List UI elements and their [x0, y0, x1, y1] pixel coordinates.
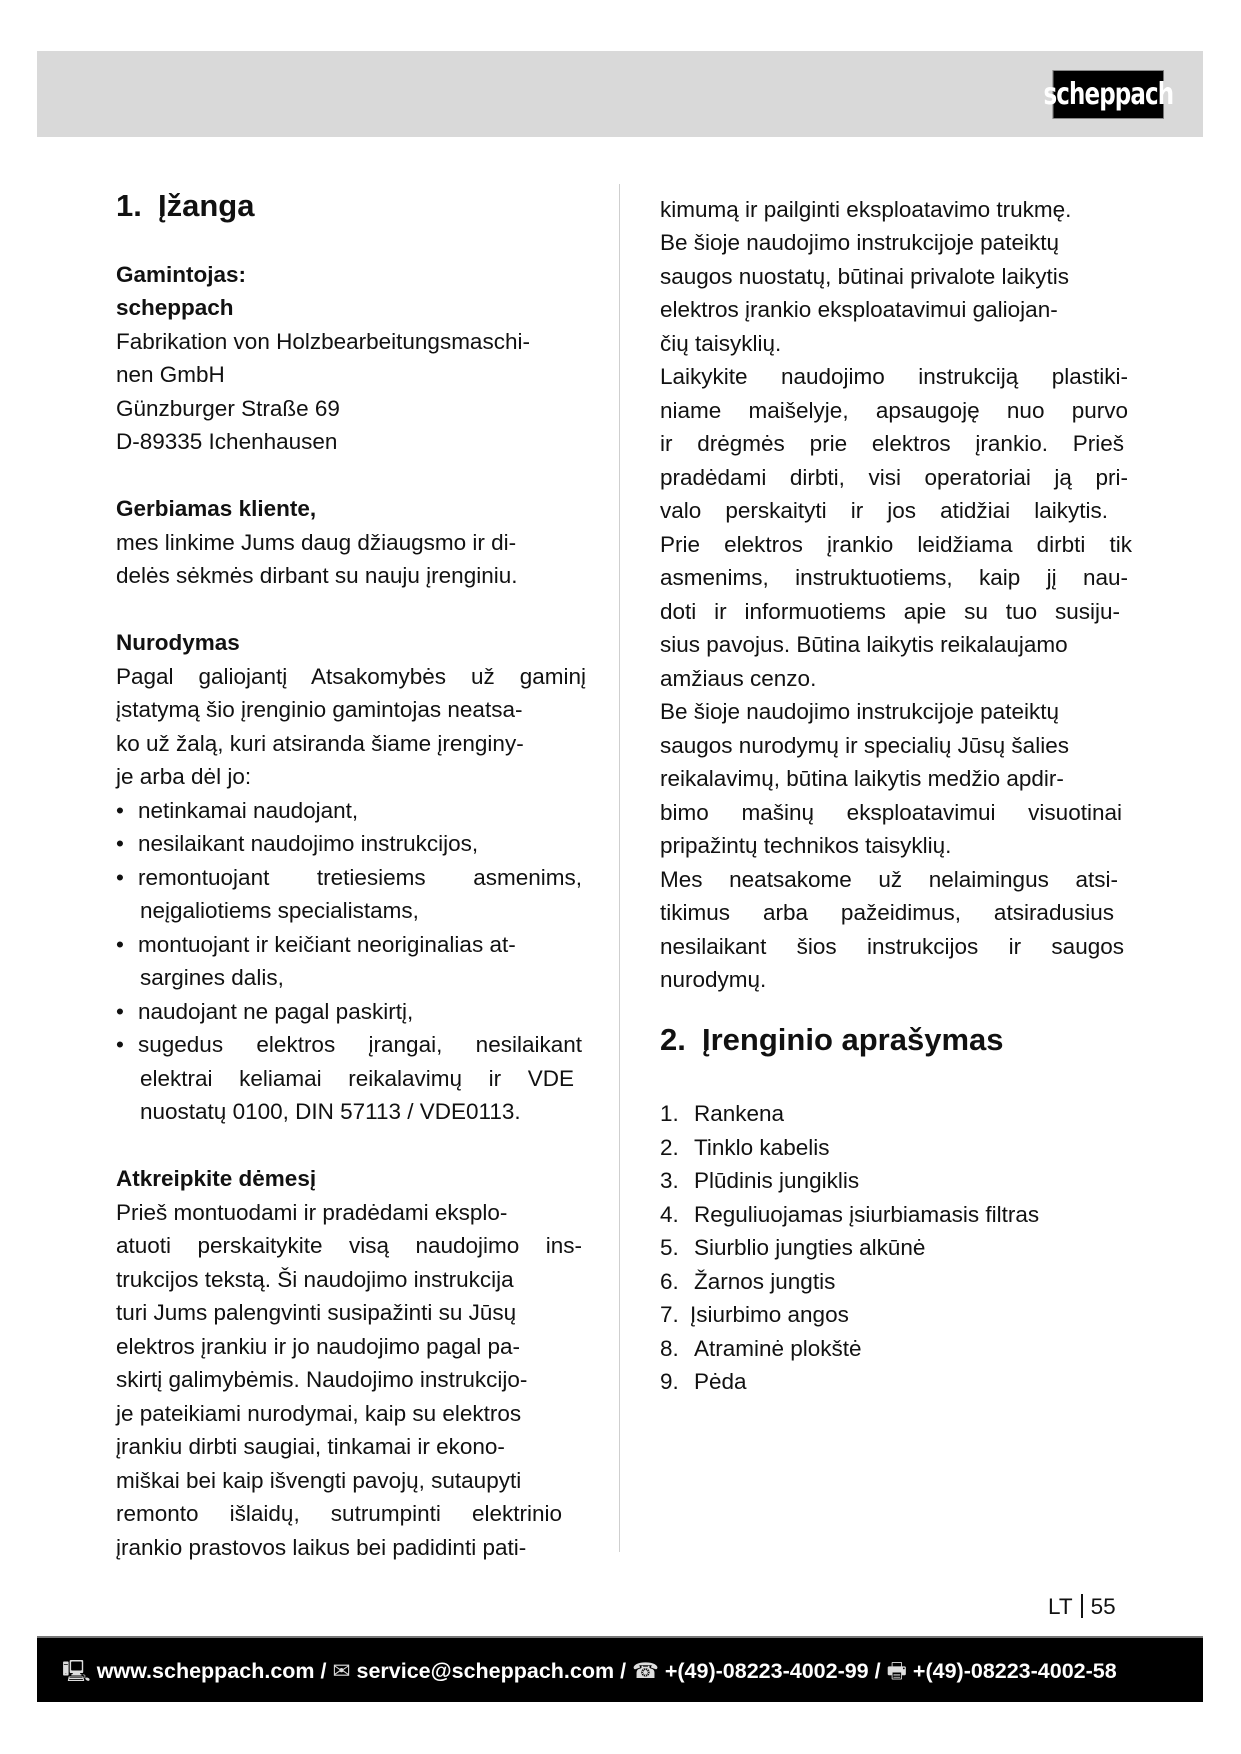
body-line: tikimus arba pažeidimus, atsiradusius [660, 900, 1114, 925]
bullet-icon: • [116, 1032, 124, 1057]
bullet-item-continued: elektrai keliamai reikalavimų ir VDE [140, 1066, 574, 1091]
attention-line: trukcijos tekstą. Ši naudojimo instrukcija [116, 1267, 514, 1292]
bullet-icon: • [116, 999, 124, 1024]
body-line: Be šioje naudojimo instrukcijoje pateiktų [660, 230, 1059, 255]
scheppach-logo: scheppach [1053, 70, 1164, 119]
body-line: bimo mašinų eksploatavimui visuotinai [660, 800, 1122, 825]
attention-line: įrankio prastovos laikus bei padidinti pati- [116, 1535, 527, 1560]
greeting-line: delės sėkmės dirbant su nauju įrenginiu. [116, 563, 518, 588]
email-link[interactable]: service@scheppach.com [356, 1659, 615, 1683]
separator: / [874, 1659, 881, 1683]
bullet-icon: • [116, 865, 124, 890]
bullet-icon: • [116, 932, 124, 957]
body-line: ir drėgmės prie elektros įrankio. Prieš [660, 431, 1124, 456]
body-line: čių taisyklių. [660, 331, 782, 356]
greeting-heading: Gerbiamas kliente, [116, 496, 317, 521]
bullet-item: remontuojant tretiesiems asmenims, [138, 865, 582, 890]
page-number [1048, 1594, 1116, 1620]
parts-list-item: 4. Reguliuojamas įsiurbiamasis filtras [660, 1202, 1040, 1227]
section-heading-device-description: 2. Įrenginio aprašymas [660, 1022, 1004, 1057]
address-line: Fabrikation von Holzbearbeitungsmaschi- [116, 329, 530, 354]
bullet-icon: • [116, 831, 124, 856]
website-link[interactable]: www.scheppach.com [96, 1659, 315, 1683]
bullet-item-continued: nuostatų 0100, DIN 57113 / VDE0113. [140, 1099, 521, 1124]
body-line: pripažintų technikos taisyklių. [660, 833, 952, 858]
telephone-icon: ☎︎ [632, 1659, 659, 1683]
body-line: Prie elektros įrankio leidžiama dirbti tik [660, 532, 1132, 557]
parts-list-item: 5. Siurblio jungties alkūnė [660, 1235, 926, 1260]
fax-icon: 🖶︎ [886, 1659, 907, 1683]
body-line: nurodymų. [660, 967, 767, 992]
attention-line: remonto išlaidų, sutrumpinti elektrinio [116, 1501, 562, 1526]
envelope-icon: ✉︎ [332, 1659, 351, 1683]
parts-list-item: 2. Tinklo kabelis [660, 1135, 830, 1160]
computer-icon: 🖳︎ [62, 1659, 91, 1683]
body-line: asmenims, instruktuotiems, kaip jį nau- [660, 565, 1128, 590]
parts-list-item: 3. Plūdinis jungiklis [660, 1168, 860, 1193]
body-line: amžiaus cenzo. [660, 666, 817, 691]
separator: / [620, 1659, 627, 1683]
body-line: doti ir informuotiems apie su tuo susiju- [660, 599, 1120, 624]
parts-list-item: 1. Rankena [660, 1101, 785, 1126]
parts-list-item: 7. Įsiurbimo angos [660, 1302, 849, 1327]
attention-line: elektros įrankiu ir jo naudojimo pagal pa- [116, 1334, 520, 1359]
address-line: Günzburger Straße 69 [116, 396, 340, 421]
parts-list-item: 6. Žarnos jungtis [660, 1269, 836, 1294]
bullet-item-continued: sargines dalis, [140, 965, 284, 990]
attention-line: atuoti perskaitykite visą naudojimo ins- [116, 1233, 582, 1258]
bullet-item-continued: neįgaliotiems specialistams, [140, 898, 419, 923]
header-bar [37, 51, 1203, 137]
bullet-item: nesilaikant naudojimo instrukcijos, [138, 831, 479, 856]
body-line: saugos nurodymų ir specialių Jūsų šalies [660, 733, 1069, 758]
notice-heading: Nurodymas [116, 630, 240, 655]
body-line: Mes neatsakome už nelaimingus atsi- [660, 867, 1118, 892]
body-line: reikalavimų, būtina laikytis medžio apdir- [660, 766, 1064, 791]
attention-line: skirtį galimybėmis. Naudojimo instrukcijo- [116, 1367, 528, 1392]
body-line: valo perskaityti ir jos atidžiai laikytis. [660, 498, 1108, 523]
attention-heading: Atkreipkite dėmesį [116, 1166, 317, 1191]
bullet-item: sugedus elektros įrangai, nesilaikant [138, 1032, 582, 1057]
column-divider [619, 184, 620, 1552]
page-number-value: 55 [1090, 1594, 1116, 1619]
notice-line: Pagal galiojantį Atsakomybės už gaminį [116, 664, 586, 689]
parts-list-item: 8. Atraminė plokštė [660, 1336, 862, 1361]
body-line: niame maišelyje, apsaugoję nuo purvo [660, 398, 1128, 423]
body-line: elektros įrankio eksploatavimui galiojan- [660, 297, 1058, 322]
body-line: sius pavojus. Būtina laikytis reikalaujamo [660, 632, 1068, 657]
body-line: kimumą ir pailginti eksploatavimo trukmę. [660, 197, 1072, 222]
body-line: nesilaikant šios instrukcijos ir saugos [660, 934, 1124, 959]
parts-list-item: 9. Pėda [660, 1369, 747, 1394]
body-line: Laikykite naudojimo instrukciją plastiki- [660, 364, 1128, 389]
footer-contact [62, 1655, 1117, 1692]
separator: / [320, 1659, 327, 1683]
bullet-item: naudojant ne pagal paskirtį, [138, 999, 414, 1024]
attention-line: Prieš montuodami ir pradėdami eksplo- [116, 1200, 508, 1225]
manufacturer-label: Gamintojas: [116, 262, 247, 287]
greeting-line: mes linkime Jums daug džiaugsmo ir di- [116, 530, 517, 555]
attention-line: je pateikiami nurodymai, kaip su elektros [116, 1401, 522, 1426]
body-line: pradėdami dirbti, visi operatoriai ją pri- [660, 465, 1128, 490]
bullet-item: montuojant ir keičiant neoriginalias at- [138, 932, 516, 957]
body-line: saugos nuostatų, būtinai privalote laikytis [660, 264, 1069, 289]
address-line: D-89335 Ichenhausen [116, 429, 338, 454]
body-line: Be šioje naudojimo instrukcijoje pateiktų [660, 699, 1059, 724]
attention-line: miškai bei kaip išvengti pavojų, sutaupyti [116, 1468, 522, 1493]
notice-line: ko už žalą, kuri atsiranda šiame įrenginy- [116, 731, 524, 756]
address-line: nen GmbH [116, 362, 225, 387]
section-heading-introduction: 1. Įžanga [116, 188, 255, 223]
notice-line: įstatymą šio įrenginio gamintojas neatsa- [116, 697, 523, 722]
manufacturer-name: scheppach [116, 295, 234, 320]
fax-number: +(49)-08223-4002-58 [912, 1659, 1117, 1683]
page-separator [1081, 1594, 1083, 1618]
attention-line: įrankiu dirbti saugiai, tinkamai ir ekono- [116, 1434, 505, 1459]
notice-line: je arba dėl jo: [116, 764, 252, 789]
attention-line: turi Jums palengvinti susipažinti su Jūsų [116, 1300, 517, 1325]
language-code: LT [1048, 1594, 1073, 1619]
phone-number: +(49)-08223-4002-99 [664, 1659, 869, 1683]
bullet-icon: • [116, 798, 124, 823]
bullet-item: netinkamai naudojant, [138, 798, 359, 823]
